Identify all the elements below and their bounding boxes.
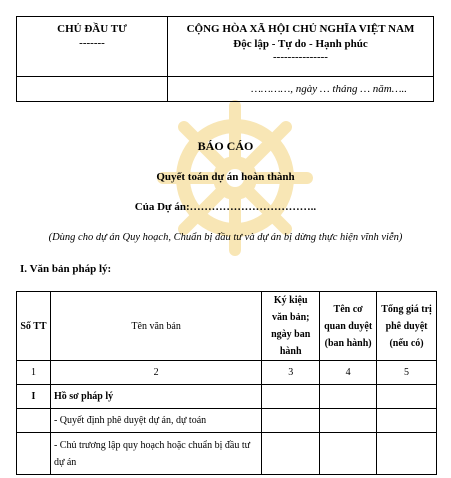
table-cell	[262, 409, 320, 433]
table-row	[17, 361, 437, 385]
row-label: - Quyết định phê duyệt dự án, dự toán	[50, 409, 261, 433]
date-line: …………, ngày … tháng … năm…..	[251, 83, 407, 95]
header-table	[16, 16, 434, 102]
header-cell: Tổng giá trị phê duyệt (nếu có)	[377, 292, 437, 361]
table-row	[17, 385, 437, 409]
owner-cell	[17, 17, 168, 77]
table-cell	[320, 433, 377, 475]
table-header-row	[17, 292, 437, 361]
number-cell: 2	[50, 361, 261, 385]
report-note: (Dùng cho dự án Quy hoạch, Chuẩn bị đầu tư và dự án bị dừng thực hiện vĩnh viễn)	[48, 232, 403, 243]
motto: Độc lập - Tự do - Hạnh phúc	[233, 38, 368, 50]
number-cell: 4	[320, 361, 377, 385]
row-label: - Chủ trương lập quy hoạch hoặc chuẩn bị đầu tư dự án	[50, 433, 261, 475]
group-label: Hồ sơ pháp lý	[50, 385, 261, 409]
table-cell	[320, 385, 377, 409]
table-row	[17, 409, 437, 433]
number-cell: 1	[17, 361, 51, 385]
legal-documents-table	[16, 291, 437, 475]
table-cell	[320, 409, 377, 433]
table-cell	[262, 433, 320, 475]
table-cell	[262, 385, 320, 409]
table-cell	[17, 409, 51, 433]
number-cell: 5	[377, 361, 437, 385]
table-cell	[377, 385, 437, 409]
table-cell	[377, 433, 437, 475]
report-title: BÁO CÁO	[197, 139, 254, 153]
header-cell: Tên cơ quan duyệt (ban hành)	[320, 292, 377, 361]
table-row	[17, 433, 437, 475]
owner-dash: -------	[79, 37, 105, 49]
project-line: Của Dự án:……………………………..	[134, 201, 317, 213]
country-cell	[168, 17, 434, 77]
section-title: I. Văn bản pháp lý:	[20, 263, 112, 275]
motto-dash: ---------------	[273, 51, 328, 63]
empty-cell	[17, 77, 168, 102]
report-subtitle: Quyết toán dự án hoàn thành	[156, 171, 295, 183]
date-cell	[168, 77, 434, 102]
table-cell	[17, 433, 51, 475]
table-cell	[377, 409, 437, 433]
number-cell: 3	[262, 361, 320, 385]
header-cell: Số TT	[17, 292, 51, 361]
country-name: CỘNG HÒA XÃ HỘI CHỦ NGHĨA VIỆT NAM	[186, 23, 415, 35]
header-cell: Ký kiệu văn bản; ngày ban hành	[262, 292, 320, 361]
group-number: I	[17, 385, 51, 409]
owner-label: CHỦ ĐẦU TƯ	[57, 23, 127, 35]
header-cell: Tên văn bản	[50, 292, 261, 361]
